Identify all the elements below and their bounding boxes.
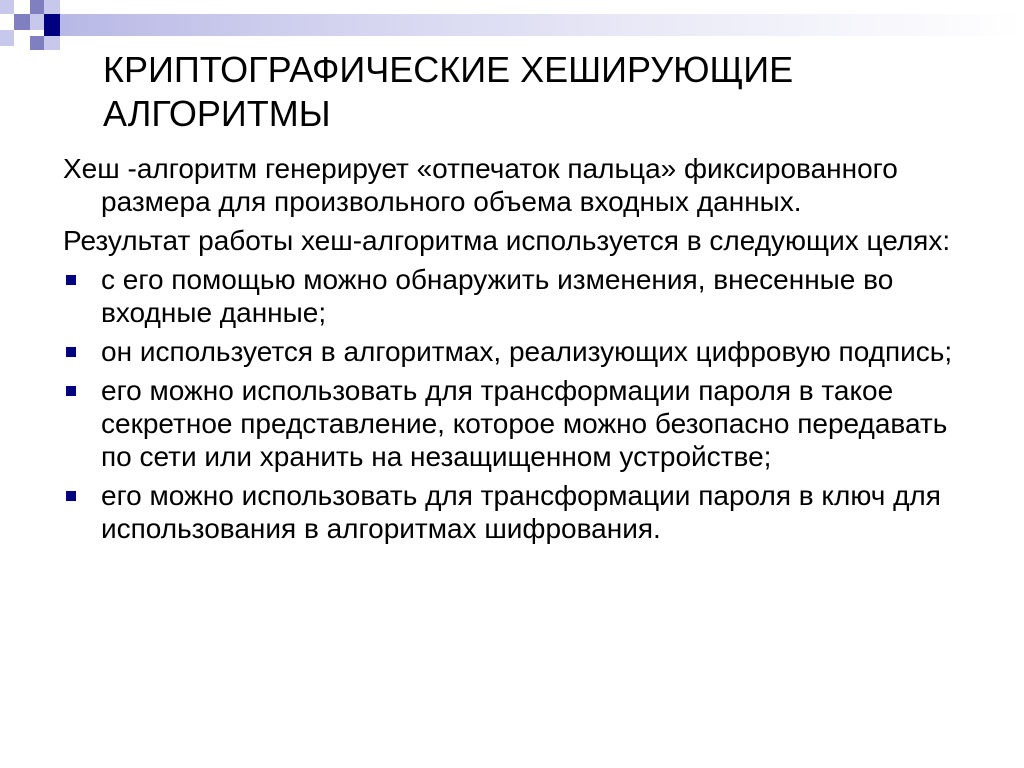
- list-item: [63, 335, 963, 368]
- square-bullet-icon: [66, 347, 76, 357]
- slide-title: КРИПТОГРАФИЧЕСКИЕ ХЕШИРУЮЩИЕ АЛГОРИТМЫ: [103, 49, 794, 134]
- decorative-square: [30, 36, 44, 50]
- list-item: [63, 263, 963, 329]
- decorative-square: [0, 30, 14, 46]
- purpose-paragraph: Результат работы хеш-алгоритма используется в следующих целях:: [63, 225, 951, 256]
- list-item-text: его можно использовать для трансформации пароля в ключ для использования в алгоритмах шифрования.: [101, 480, 941, 544]
- list-item: [63, 374, 963, 473]
- decorative-square: [44, 36, 60, 50]
- intro-paragraph: Хеш -алгоритм генерирует «отпечаток пальца» фиксированного размера для произвольного объема входных данных.: [63, 153, 898, 217]
- decorative-square: [30, 14, 44, 30]
- decorative-square: [44, 0, 60, 14]
- square-bullet-icon: [66, 491, 76, 501]
- decorative-square: [14, 14, 30, 30]
- list-item-text: он используется в алгоритмах, реализующих цифровую подпись;: [101, 336, 953, 367]
- list-item-text: с его помощью можно обнаружить изменения, внесенные во входные данные;: [101, 264, 894, 328]
- list-item: [63, 479, 963, 545]
- decorative-square: [44, 14, 60, 36]
- decorative-square: [0, 0, 14, 14]
- decorative-gradient-band: [60, 14, 1024, 36]
- square-bullet-icon: [66, 275, 76, 285]
- slide-body: [63, 152, 963, 551]
- list-item-text: его можно использовать для трансформации пароля в такое секретное представление, которое можно безопасно передавать по сети или хранить на незащищенном устройстве;: [101, 375, 948, 472]
- decorative-square: [30, 0, 44, 14]
- square-bullet-icon: [66, 386, 76, 396]
